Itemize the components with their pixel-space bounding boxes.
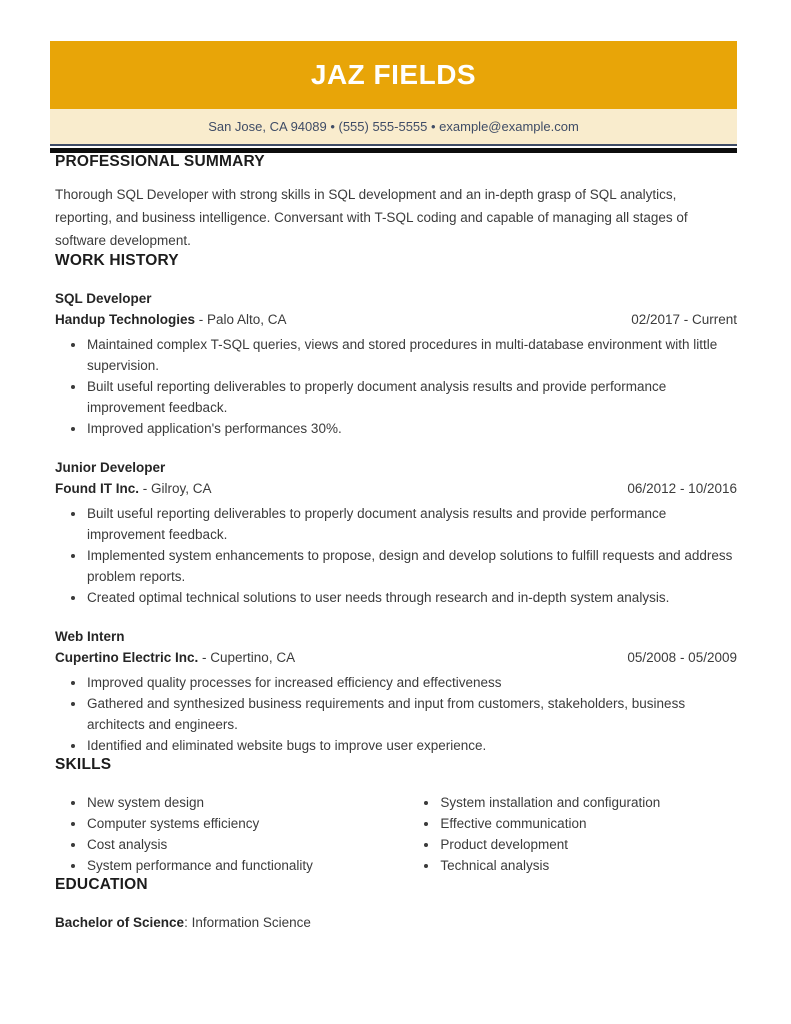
job-title: Web Intern <box>55 629 125 644</box>
skills-columns <box>55 788 737 876</box>
section-title-professional-summary: PROFESSIONAL SUMMARY <box>55 153 265 170</box>
job-bullet: • Improved application's performances 30%. <box>86 418 737 439</box>
degree-field: Information Science <box>191 915 311 930</box>
resume-body <box>55 153 737 933</box>
job-bullet: • Improved quality processes for increased efficiency and effectiveness <box>86 672 737 693</box>
job-bullet-list <box>55 503 737 608</box>
summary-text: Thorough SQL Developer with strong skills in SQL development and an in-depth grasp of SQL analytics, reporting, and business intelligence. Conversant with T-SQL coding and capable of managing all stages of software development. <box>55 187 688 248</box>
job-bullet: • Created optimal technical solutions to user needs through research and in-depth system analysis. <box>86 587 737 608</box>
name-title: JAZ FIELDS <box>310 59 477 90</box>
education-entry <box>55 912 737 933</box>
section-title-work-history: WORK HISTORY <box>55 252 179 269</box>
job-location: Cupertino, CA <box>210 650 296 665</box>
job-company-location <box>55 309 287 330</box>
contact-bar <box>50 109 737 146</box>
job-company: Cupertino Electric Inc. <box>55 650 199 665</box>
skill-item: • System performance and functionality <box>86 855 408 876</box>
job-title: SQL Developer <box>55 291 152 306</box>
job-company: Handup Technologies <box>55 312 196 327</box>
contact-text: San Jose, CA 94089 • (555) 555-5555 • example@example.com <box>208 119 579 134</box>
skill-item: • Cost analysis <box>86 834 408 855</box>
job-title: Junior Developer <box>55 460 166 475</box>
job-entry <box>55 457 737 608</box>
job-company-line <box>55 478 737 499</box>
job-dates: 06/2012 - 10/2016 <box>627 481 737 496</box>
job-entry <box>55 288 737 439</box>
job-separator: - <box>195 312 208 327</box>
job-bullet: • Implemented system enhancements to propose, design and develop solutions to fulfill requests and address problem reports. <box>86 545 737 587</box>
job-bullet: • Built useful reporting deliverables to properly document analysis results and provide performance improvement feedback. <box>86 376 737 418</box>
job-dates: 02/2017 - Current <box>631 312 737 327</box>
job-location: Gilroy, CA <box>151 481 212 496</box>
section-title-skills: SKILLS <box>55 756 112 773</box>
skill-item: • System installation and configuration <box>439 792 737 813</box>
job-bullet: • Gathered and synthesized business requirements and input from customers, stakeholders, business architects and engineers. <box>86 693 737 735</box>
degree-name: Bachelor of Science <box>55 915 185 930</box>
job-separator: - <box>139 481 151 496</box>
job-entry <box>55 626 737 756</box>
skills-column-right <box>408 792 737 876</box>
section-title-education: EDUCATION <box>55 876 148 893</box>
skill-item: • Effective communication <box>439 813 737 834</box>
job-company-location <box>55 478 212 499</box>
job-company-location <box>55 647 295 668</box>
job-bullet: • Built useful reporting deliverables to properly document analysis results and provide performance improvement feedback. <box>86 503 737 545</box>
job-separator: - <box>198 650 211 665</box>
job-company-line <box>55 647 737 668</box>
degree-colon: : <box>184 915 192 930</box>
skill-item: • Product development <box>439 834 737 855</box>
job-company: Found IT Inc. <box>55 481 139 496</box>
resume-header <box>50 41 737 153</box>
skill-item: • Computer systems efficiency <box>86 813 408 834</box>
job-bullet: • Maintained complex T-SQL queries, views and stored procedures in multi-database environment with little supervision. <box>86 334 737 376</box>
job-location: Palo Alto, CA <box>207 312 287 327</box>
job-company-line <box>55 309 737 330</box>
job-bullet-list <box>55 334 737 439</box>
skill-item: • Technical analysis <box>439 855 737 876</box>
job-dates: 05/2008 - 05/2009 <box>627 650 737 665</box>
skill-item: • New system design <box>86 792 408 813</box>
job-bullet-list <box>55 672 737 756</box>
job-bullet: • Identified and eliminated website bugs to improve user experience. <box>86 735 737 756</box>
skills-column-left <box>55 792 408 876</box>
header-banner <box>50 41 737 109</box>
